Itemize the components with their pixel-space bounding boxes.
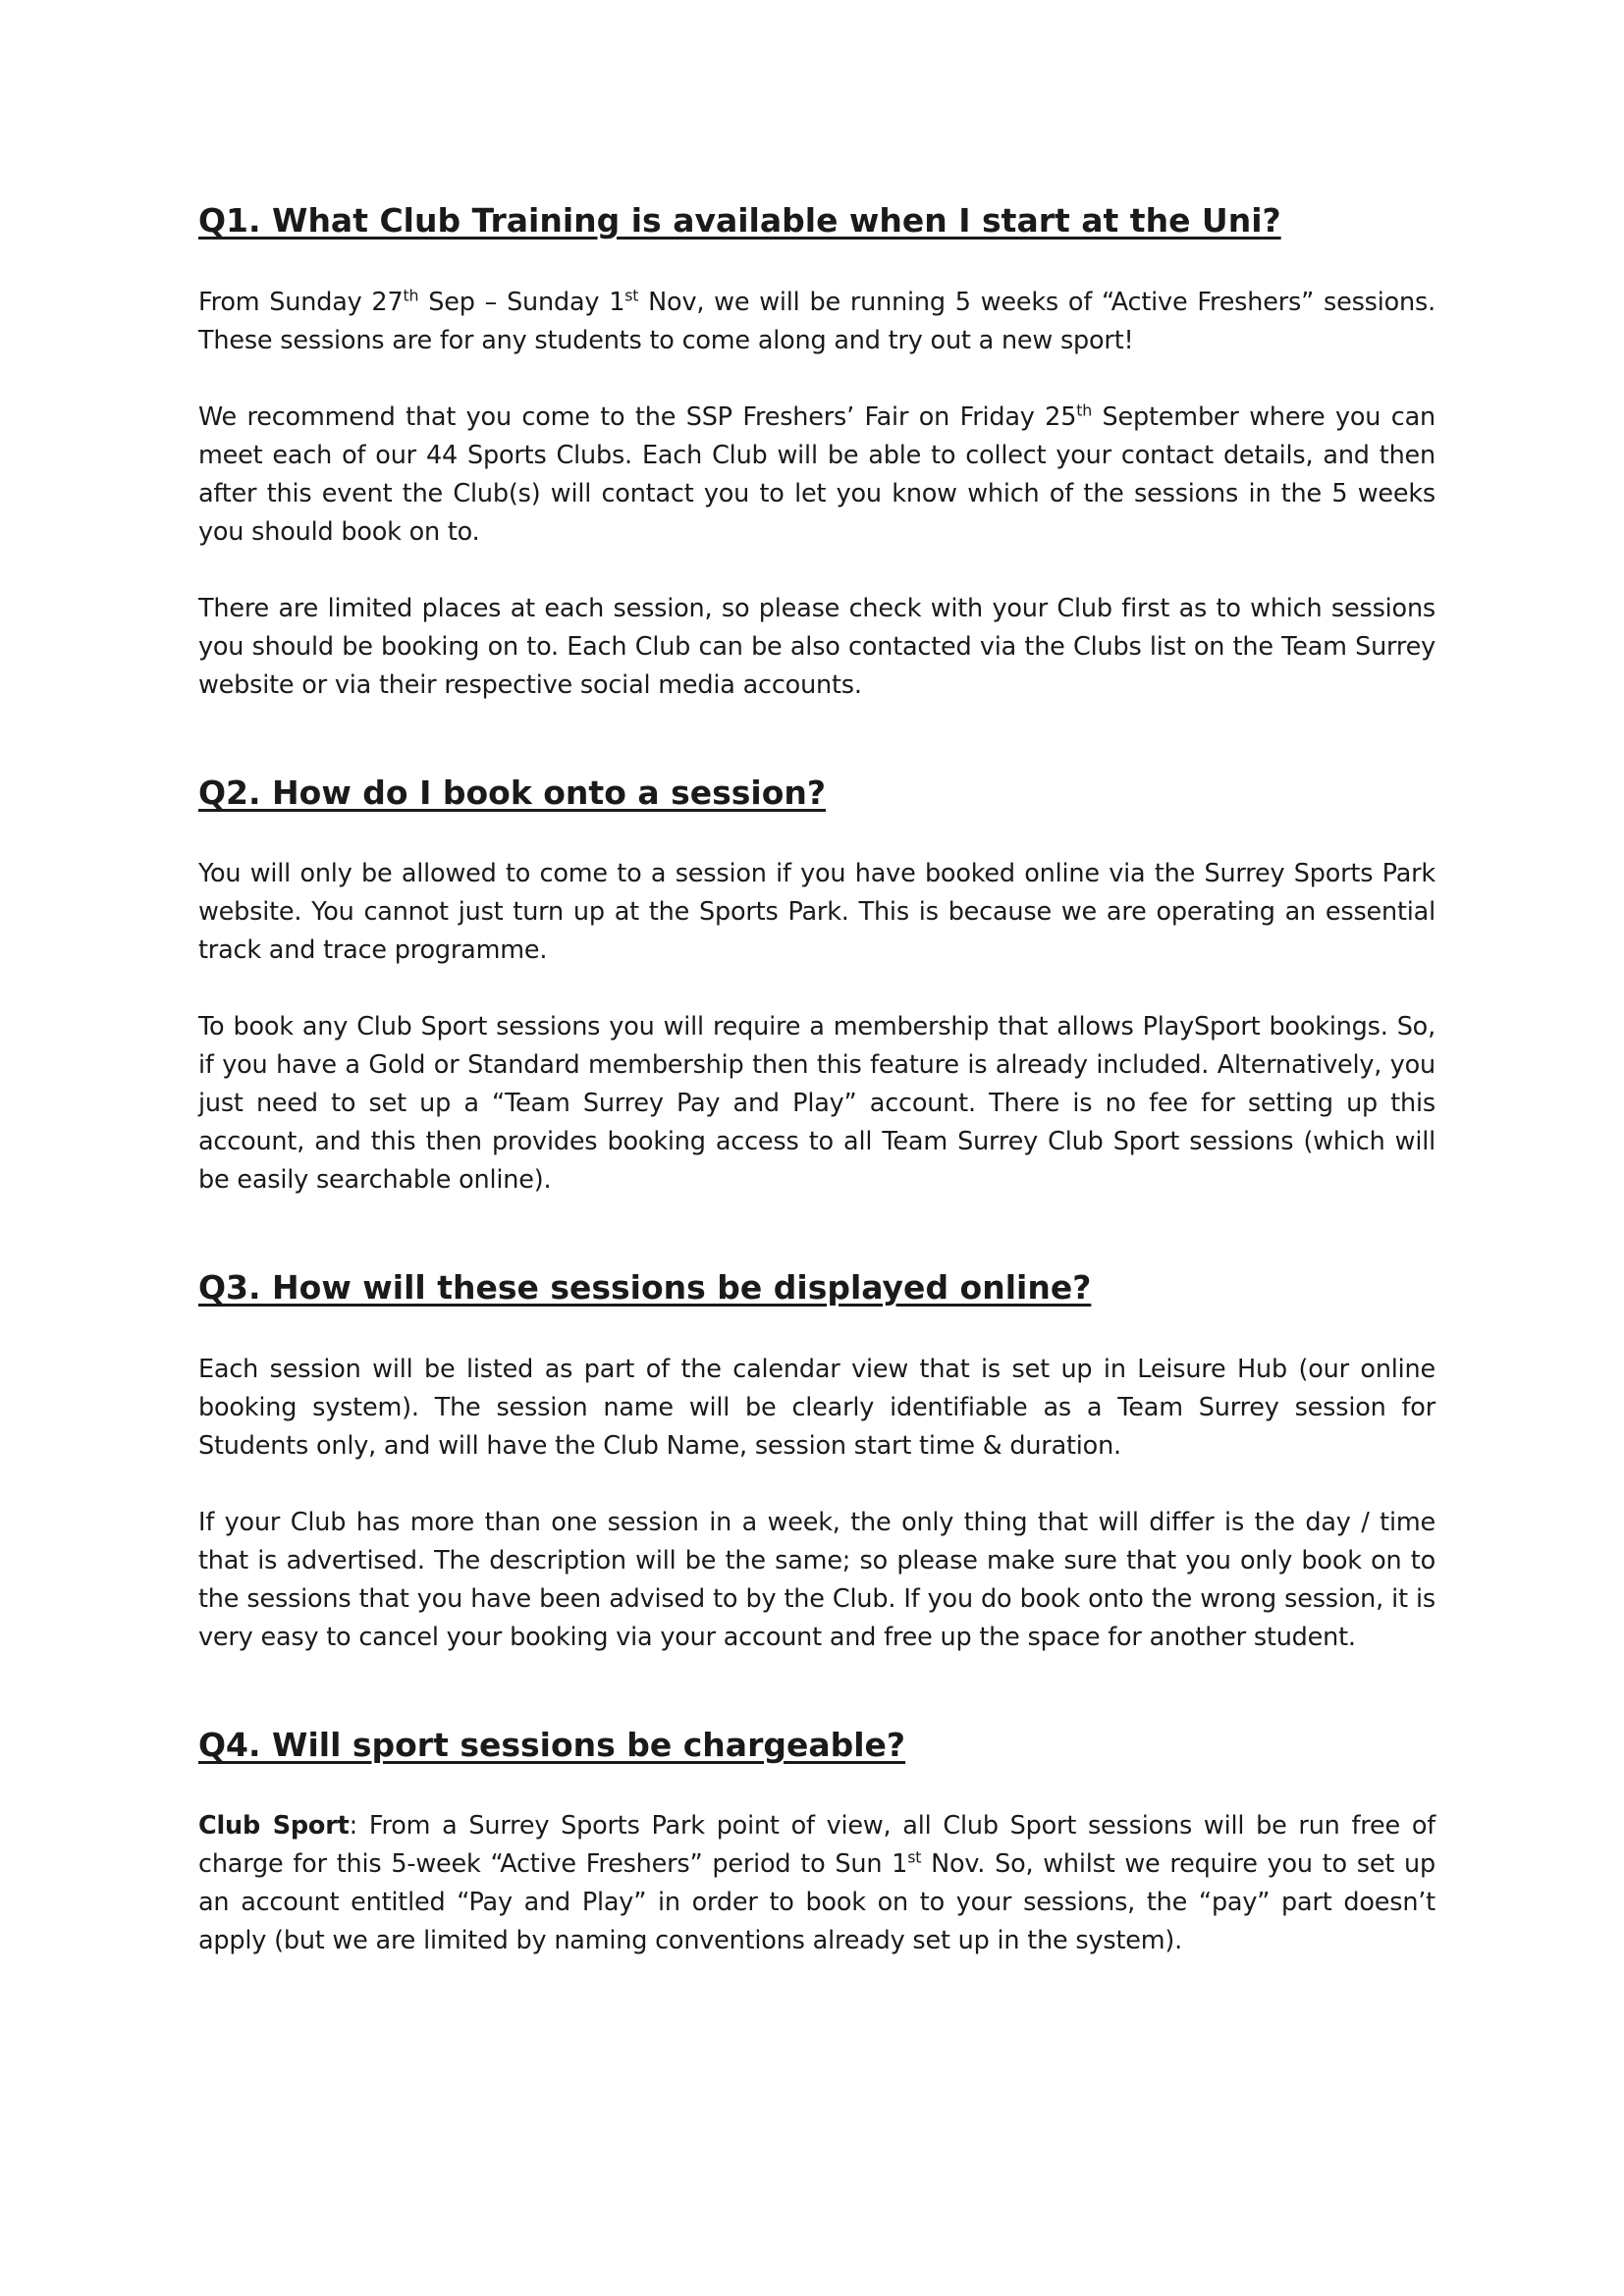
q1-heading: Q1. What Club Training is available when I start at the Uni? xyxy=(198,201,1281,240)
faq-q1 xyxy=(198,201,1435,705)
q1-paragraph-3: There are limited places at each session, so please check with your Club first as to which sessions you should be booking on to. Each Club can be also contacted via the Clubs list on the Team Surrey website or via their respective social media accounts. xyxy=(198,593,1435,700)
q3-heading: Q3. How will these sessions be displayed online? xyxy=(198,1268,1092,1308)
q3-paragraph-2: If your Club has more than one session in a week, the only thing that will differ is the day / time that is advertised. The description will be the same; so please make sure that you only book on to the sessions that you have been advised to by the Club. If you do book onto the wrong session, it is very easy to cancel your booking via your account and free up the space for another student. xyxy=(198,1507,1435,1652)
q3-paragraph-1: Each session will be listed as part of the calendar view that is set up in Leisure Hub (our online booking system). The session name will be clearly identifiable as a Team Surrey session for Students only, and will have the Club Name, session start time & duration. xyxy=(198,1354,1435,1461)
q1-paragraph-1: From Sunday 27th Sep – Sunday 1st Nov, we will be running 5 weeks of “Active Freshers” sessions. These sessions are for any students to come along and try out a new sport! xyxy=(198,286,1435,355)
q4-paragraph-1: Club Sport: From a Surrey Sports Park point of view, all Club Sport sessions will be run free of charge for this 5-week “Active Freshers” period to Sun 1st Nov. So, whilst we require you to set up an account entitled “Pay and Play” in order to book on to your sessions, the “pay” part doesn’t apply (but we are limited by naming conventions already set up in the system). xyxy=(198,1811,1435,1956)
faq-q4 xyxy=(198,1726,1435,1961)
q4-heading: Q4. Will sport sessions be chargeable? xyxy=(198,1725,906,1764)
faq-q2 xyxy=(198,774,1435,1201)
q2-heading: Q2. How do I book onto a session? xyxy=(198,773,827,812)
q1-paragraph-2: We recommend that you come to the SSP Freshers’ Fair on Friday 25th September where you can meet each of our 44 Sports Clubs. Each Club will be able to collect your contact details, and then after this event the Club(s) will contact you to let you know which of the sessions in the 5 weeks you should book on to. xyxy=(198,400,1435,547)
q2-paragraph-2: To book any Club Sport sessions you will require a membership that allows PlaySport bookings. So, if you have a Gold or Standard membership then this feature is already included. Alternatively, you just need to set up a “Team Surrey Pay and Play” account. There is no fee for setting up this account, and this then provides booking access to all Team Surrey Club Sport sessions (which will be easily searchable online). xyxy=(198,1012,1435,1196)
faq-q3 xyxy=(198,1268,1435,1657)
club-sport-label: Club Sport xyxy=(198,1811,350,1842)
q2-paragraph-1: You will only be allowed to come to a session if you have booked online via the Surrey Sports Park website. You cannot just turn up at the Sports Park. This is because we are operating an essential track and trace programme. xyxy=(198,859,1435,966)
